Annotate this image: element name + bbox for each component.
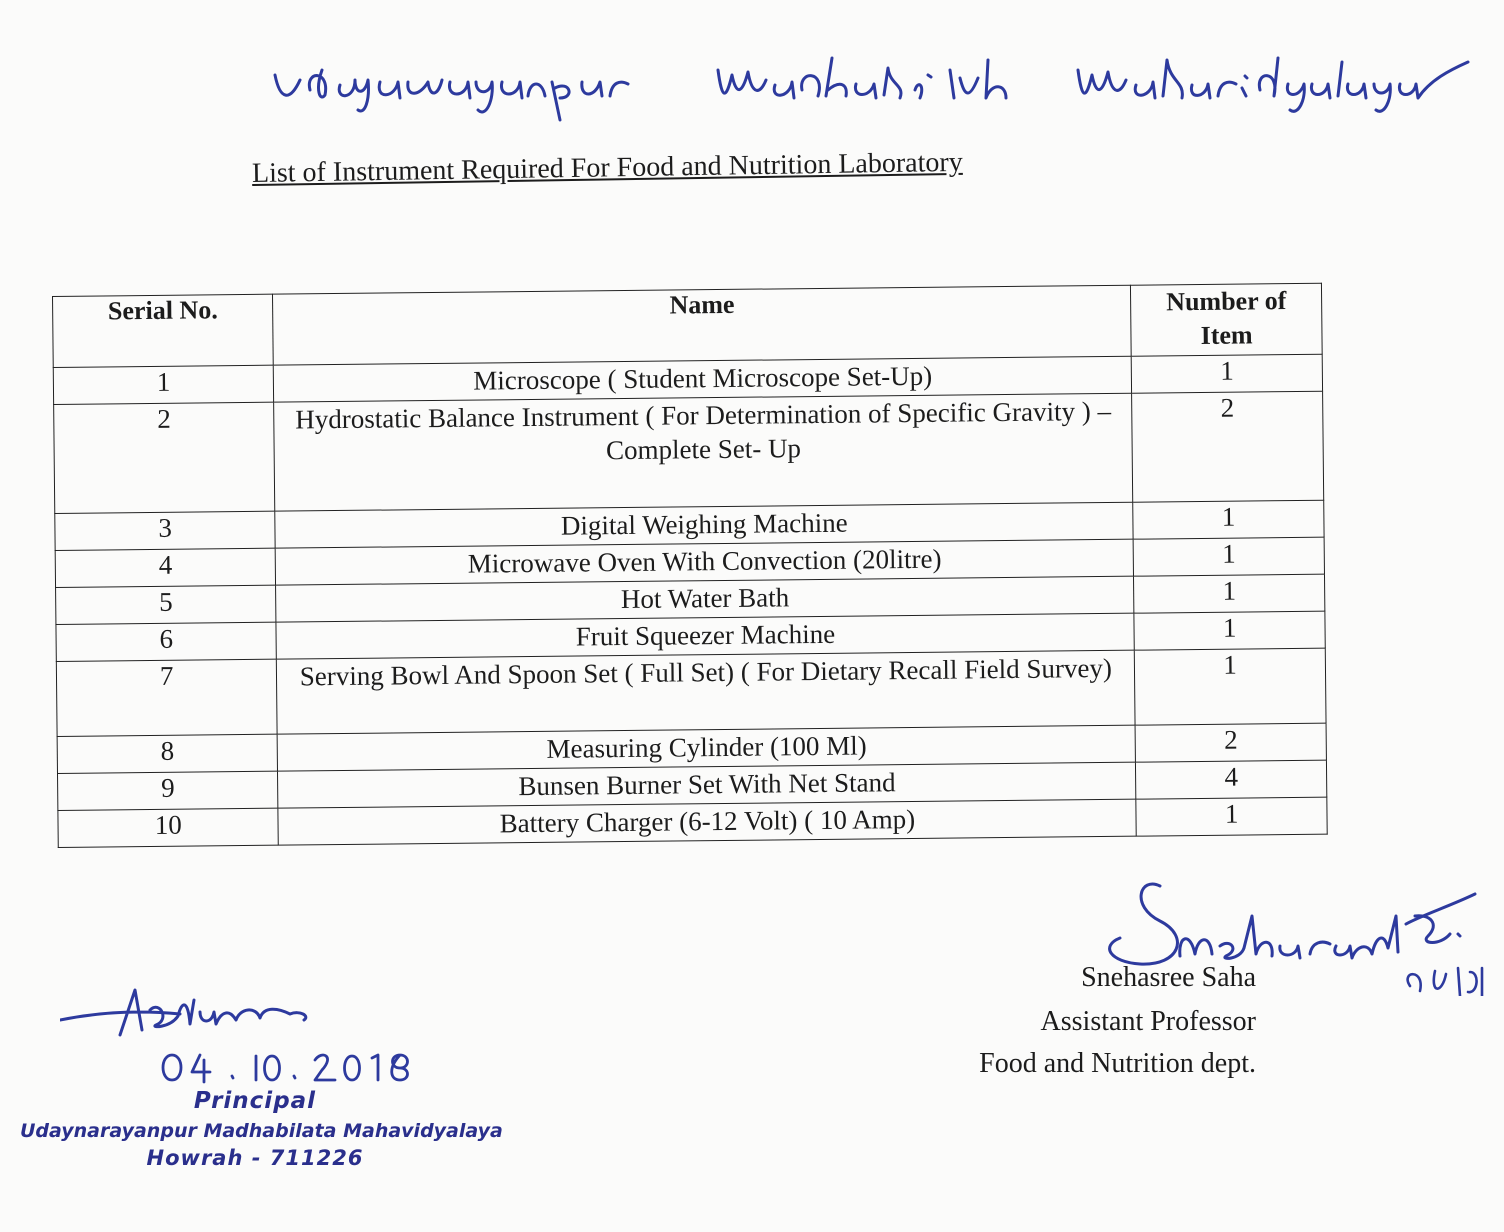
cell-name: Hot Water Bath — [276, 576, 1134, 622]
cell-count: 4 — [1136, 760, 1327, 799]
table-row — [56, 648, 1326, 736]
cell-count: 2 — [1132, 391, 1324, 502]
cell-serial: 2 — [54, 402, 276, 513]
cell-name: Microwave Oven With Convection (20litre) — [276, 539, 1134, 585]
cell-serial: 6 — [56, 622, 277, 661]
cell-count: 1 — [1132, 354, 1323, 393]
cell-name: Serving Bowl And Spoon Set ( Full Set) ( For Dietary Recall Field Survey) — [277, 650, 1136, 734]
header-number-of-item: Number of Item — [1131, 283, 1322, 356]
cell-name: Bunsen Burner Set With Net Stand — [278, 762, 1136, 808]
instrument-table-container — [52, 283, 1328, 848]
signatory-block — [950, 876, 1490, 1086]
cell-serial: 1 — [53, 365, 274, 404]
cell-name: Fruit Squeezer Machine — [276, 613, 1134, 659]
cell-count: 1 — [1136, 797, 1327, 836]
cell-name: Hydrostatic Balance Instrument ( For Determination of Specific Gravity ) – Complete Set- Up — [274, 393, 1133, 511]
table-header-row — [53, 283, 1323, 367]
cell-name: Battery Charger (6-12 Volt) ( 10 Amp) — [278, 799, 1136, 845]
cell-serial: 8 — [57, 734, 278, 773]
cell-count: 1 — [1135, 648, 1326, 725]
handwritten-college-name-ink — [270, 40, 1470, 130]
cell-count: 2 — [1135, 723, 1326, 762]
cell-serial: 5 — [56, 585, 277, 624]
cell-serial: 7 — [56, 659, 277, 736]
header-name: Name — [273, 285, 1132, 365]
signatory-department: Food and Nutrition dept. — [979, 1048, 1256, 1079]
principal-stamp — [20, 1088, 503, 1170]
instrument-table — [52, 283, 1328, 848]
stamp-title: Principal — [193, 1088, 317, 1114]
stamp-college: Udaynarayanpur Madhabilata Mahavidyalaya — [20, 1120, 503, 1142]
cell-count: 1 — [1134, 574, 1325, 613]
stamp-location: Howrah - 711226 — [146, 1146, 364, 1170]
cell-name: Digital Weighing Machine — [275, 502, 1133, 548]
cell-name: Microscope ( Student Microscope Set-Up) — [274, 356, 1132, 402]
cell-serial: 4 — [55, 548, 276, 587]
document-title: List of Instrument Required For Food and Nutrition Laboratory — [251, 146, 963, 189]
header-serial-no: Serial No. — [53, 294, 274, 367]
signatory-role: Assistant Professor — [1040, 1006, 1256, 1037]
table-row — [54, 391, 1324, 513]
principal-signature-and-date — [60, 980, 460, 1090]
cell-serial: 10 — [58, 808, 279, 847]
cell-count: 1 — [1133, 537, 1324, 576]
cell-serial: 3 — [55, 511, 276, 550]
cell-count: 1 — [1134, 611, 1325, 650]
signatory-name: Snehasree Saha — [1081, 962, 1256, 993]
handwritten-college-name — [270, 40, 1470, 130]
cell-serial: 9 — [58, 771, 279, 810]
cell-count: 1 — [1133, 500, 1324, 539]
cell-name: Measuring Cylinder (100 Ml) — [277, 725, 1135, 771]
principal-block — [20, 980, 503, 1190]
